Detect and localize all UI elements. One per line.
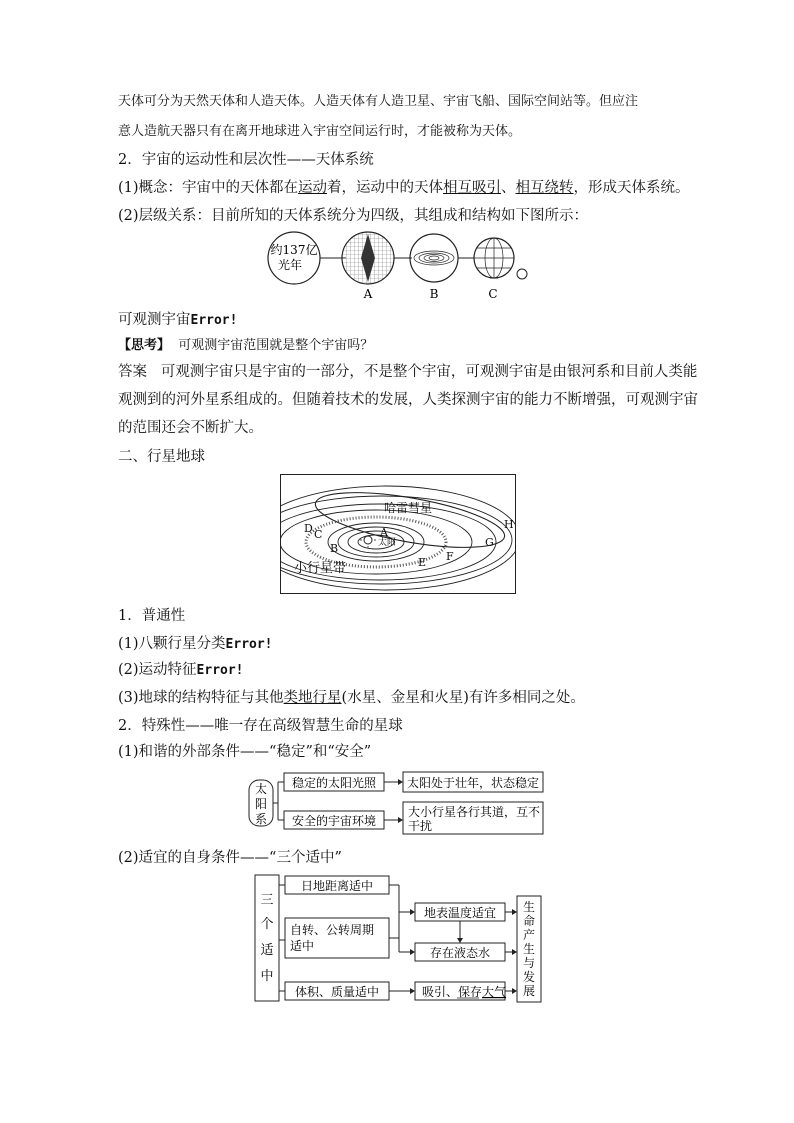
planet-label-g: G	[485, 536, 494, 549]
self-conditions-chart	[252, 872, 548, 1004]
external-conditions-chart	[246, 768, 548, 836]
result-char-6: 发	[522, 970, 536, 984]
concept-suffix: ，形成天体系统。	[573, 180, 690, 196]
universe-label-2: 光年	[277, 258, 303, 272]
comet-label: 哈雷彗星	[384, 501, 433, 515]
safe-environment-text: 安全的宇宙环境	[291, 814, 377, 828]
universal-item-1	[118, 634, 273, 655]
terrestrial-planet-underline: 类地行星	[283, 690, 342, 706]
moon-circle	[517, 269, 527, 279]
fig-label-a: A	[363, 287, 373, 301]
root-char-ge: 个	[260, 917, 274, 932]
universal-item-2	[118, 660, 244, 681]
concept-underline-1: 运动	[298, 180, 328, 196]
result-char-7: 展	[522, 984, 536, 998]
error-text-3: Error!	[196, 663, 244, 678]
liquid-water-text: 存在液态水	[429, 946, 491, 960]
answer-text-1: 可观测宇宙只是宇宙的一部分，不是整个宇宙，可观测宇宙是由银河系和目前人类能	[160, 364, 698, 380]
answer-line-1	[118, 362, 697, 382]
planet-label-h: H	[504, 518, 514, 531]
planet-earth-heading: 二、行星地球	[118, 449, 205, 465]
section2-heading: 2．宇宙的运动性和层次性——天体系统	[118, 152, 374, 168]
sun-distance-text: 日地距离适中	[300, 879, 374, 893]
observable-prefix: 可观测宇宙	[118, 312, 191, 328]
asteroid-belt-label: 小行星带	[294, 561, 347, 576]
result-char-1: 生	[522, 900, 536, 914]
think-tag: 【思考】	[118, 338, 171, 353]
orbits-text-2: 干扰	[408, 819, 433, 833]
error-text-1: Error!	[190, 313, 238, 328]
note-line-2: 意人造航天器只有在离开地球进入宇宙空间运行时，才能被称为天体。	[118, 124, 522, 139]
special-heading: 2．特殊性——唯一存在高级智慧生命的星球	[118, 718, 403, 734]
external-conditions-heading: (1)和谐的外部条件——“稳定”和“安全”	[118, 744, 372, 760]
universal-item-2-text: (2)运动特征	[118, 662, 197, 678]
stable-sunlight-text: 稳定的太阳光照	[291, 776, 377, 790]
universal-heading: 1．普通性	[118, 608, 186, 624]
planet-label-f: F	[446, 550, 454, 563]
result-char-3: 产	[522, 928, 536, 942]
universal-item-3	[118, 688, 585, 708]
answer-line-3: 的范围还会不断扩大。	[118, 420, 263, 436]
rotation-period-text-1: 自转、公转周期	[290, 923, 375, 937]
root-char-san: 三	[260, 893, 274, 908]
concept-prefix: (1)概念：宇宙中的天体都在	[118, 180, 299, 196]
planet-label-c: C	[314, 528, 323, 541]
celestial-hierarchy-figure	[262, 230, 542, 302]
result-char-2: 命	[522, 914, 536, 928]
orbits-text-1: 大小行星各行其道，互不	[408, 805, 541, 819]
fig-label-c: C	[488, 287, 498, 301]
solar-system-orbit-figure	[280, 474, 516, 594]
levels-line: (2)层级关系：目前所知的天体系统分为四级，其组成和结构如下图所示：	[118, 208, 589, 224]
surface-temp-text: 地表温度适宜	[423, 906, 497, 920]
concept-mid-1: 着，运动中的天体	[327, 180, 444, 196]
self-conditions-heading: (2)适宜的自身条件——“三个适中”	[118, 850, 342, 866]
universal-item-1-text: (1)八颗行星分类	[118, 636, 226, 652]
think-line	[118, 336, 373, 356]
universal-item-3-suffix: (水星、金星和火星)有许多相同之处。	[341, 690, 585, 706]
concept-underline-2: 相互吸引	[443, 180, 502, 196]
concept-line	[118, 178, 690, 198]
planet-label-d: D	[304, 522, 313, 535]
error-text-2: Error!	[225, 637, 273, 652]
concept-underline-3: 相互绕转	[515, 180, 574, 196]
answer-tag: 答案	[118, 364, 147, 380]
root-char-shi: 适	[260, 943, 274, 958]
root-char-3: 系	[254, 812, 268, 826]
universal-item-3-prefix: (3)地球的结构特征与其他	[118, 690, 284, 706]
planet-label-b: B	[330, 542, 339, 555]
volume-mass-text: 体积、质量适中	[294, 985, 380, 999]
root-char-2: 阳	[254, 797, 268, 811]
sun-prime-text: 太阳处于壮年，状态稳定	[406, 776, 540, 790]
planet-label-a: A	[380, 526, 388, 539]
root-char-zhong: 中	[260, 969, 274, 984]
sun-label: 太阳	[378, 538, 397, 548]
rotation-period-text-2: 适中	[290, 939, 315, 953]
solar-system-circle-b	[410, 234, 458, 282]
fig-label-b: B	[429, 287, 439, 301]
universe-label-1: 约137亿	[270, 243, 318, 257]
atmosphere-text: 吸引、保存大气	[422, 985, 507, 999]
root-char-1: 太	[254, 782, 268, 796]
note-line-1: 天体可分为天然天体和人造天体。人造天体有人造卫星、宇宙飞船、国际空间站等。但应注	[118, 94, 639, 109]
concept-mid-2: 、	[501, 180, 516, 196]
planet-label-e: E	[418, 556, 427, 569]
answer-line-2: 观测到的河外星系组成的。但随着技术的发展，人类探测宇宙的能力不断增强，可观测宇宙	[118, 392, 698, 408]
think-question: 可观测宇宙范围就是整个宇宙吗？	[178, 338, 374, 353]
result-char-4: 生	[522, 942, 536, 956]
observable-line	[118, 310, 237, 331]
result-char-5: 与	[522, 956, 536, 970]
